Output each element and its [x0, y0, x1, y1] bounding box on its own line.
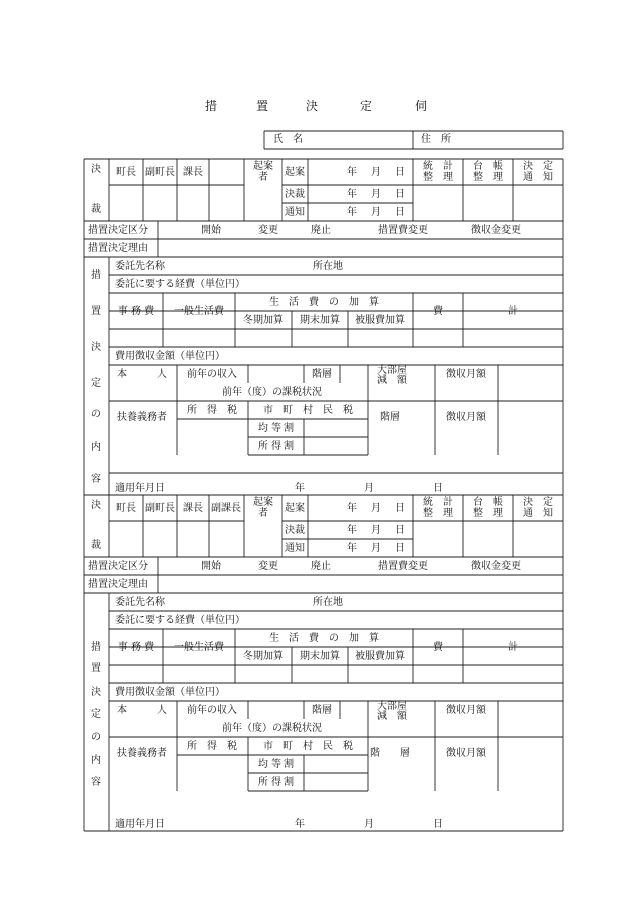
s2-ledger-label: 台 帳 [473, 497, 503, 508]
s2-year-label: 年 [347, 543, 357, 554]
s1-admin-cost-label: 事 務 費 [117, 306, 155, 317]
s1-location-label: 所在地 [313, 261, 343, 272]
s1-cost-label: 費 [433, 306, 443, 317]
s2-dormitory-discount-label: 減 額 [377, 711, 407, 722]
s2-deputy-chief-label: 副課長 [211, 503, 241, 514]
s1-content-vertical-label: の [91, 409, 101, 420]
s1-category-option: 廃止 [311, 225, 331, 236]
s2-category-option: 変更 [258, 561, 278, 572]
s1-month-label: 月 [371, 207, 381, 218]
s1-year-label: 年 [295, 483, 305, 494]
s1-yearend-addition-label: 期末加算 [300, 315, 340, 326]
s2-drafter-label: 起案 [253, 497, 273, 508]
s2-contractor-name-label: 委託先名称 [115, 597, 165, 608]
s1-income-levy-label: 所 得 割 [257, 441, 295, 452]
s2-content-vertical-label: 定 [91, 709, 101, 720]
s1-living-cost-label: 一般生活費 [174, 306, 224, 317]
s2-collection-amount-label: 費用徴収金額（単位円） [115, 687, 225, 698]
s2-content-vertical-label: 決 [91, 687, 101, 698]
s1-content-vertical-label: 措 [91, 270, 101, 281]
s1-year-label: 年 [347, 167, 357, 178]
s2-effective-date-label: 適用年月日 [115, 819, 165, 830]
s1-monthly-collection-label: 徴収月額 [446, 369, 486, 380]
s2-drafter-label: 者 [258, 508, 268, 519]
s1-draft-date-label: 起案 [285, 167, 305, 178]
address-label: 住 所 [421, 134, 451, 145]
s1-tier-label: 階層 [380, 412, 400, 423]
s2-day-label: 日 [395, 503, 405, 514]
s2-draft-date-label: 起案 [285, 503, 305, 514]
s1-statistics-label: 整 理 [423, 172, 453, 183]
page-title: 措 [204, 99, 218, 113]
s1-content-vertical-label: 置 [91, 306, 101, 317]
s1-drafter-label: 起案 [253, 161, 273, 172]
s1-day-label: 日 [395, 189, 405, 200]
s1-ledger-label: 台 帳 [473, 161, 503, 172]
s2-notice-date-label: 通知 [285, 543, 305, 554]
s1-mayor-label: 町長 [116, 167, 136, 178]
s2-year-label: 年 [347, 525, 357, 536]
s2-month-label: 月 [364, 819, 374, 830]
s1-content-vertical-label: 決 [91, 342, 101, 353]
page-title: 伺 [414, 99, 428, 113]
s2-clothing-addition-label: 被服費加算 [355, 651, 405, 662]
s1-tier-label: 階層 [312, 369, 332, 380]
s2-category-option: 廃止 [311, 561, 331, 572]
s1-dormitory-discount-label: 大部屋 [377, 365, 407, 376]
s1-decision-category-label: 措置決定区分 [88, 225, 148, 236]
s1-notice-date-label: 通知 [285, 207, 305, 218]
s2-statistics-label: 整 理 [423, 508, 453, 519]
s2-month-label: 月 [371, 503, 381, 514]
s1-principal-label: 本 人 [117, 369, 167, 380]
s2-approval-date-label: 決裁 [285, 525, 305, 536]
s2-living-cost-label: 一般生活費 [174, 642, 224, 653]
s1-deputy-mayor-label: 副町長 [145, 167, 175, 178]
s2-year-label: 年 [295, 819, 305, 830]
s1-winter-addition-label: 冬期加算 [243, 315, 283, 326]
s1-clothing-addition-label: 被服費加算 [355, 315, 405, 326]
s1-month-label: 月 [364, 483, 374, 494]
s1-decision-notice-label: 決 定 [523, 161, 553, 172]
s2-day-label: 日 [395, 543, 405, 554]
s2-content-vertical-label: 置 [91, 663, 101, 674]
s2-living-addition-label: 生 活 費 の 加 算 [269, 633, 379, 644]
s1-day-label: 日 [433, 483, 443, 494]
s1-month-label: 月 [371, 189, 381, 200]
s2-decision-notice-label: 決 定 [523, 497, 553, 508]
s2-section-chief-label: 課長 [183, 503, 203, 514]
s2-decision-notice-label: 通 知 [523, 508, 553, 519]
s2-mayor-label: 町長 [116, 503, 136, 514]
s1-contractor-name-label: 委託先名称 [115, 261, 165, 272]
s1-effective-date-label: 適用年月日 [115, 483, 165, 494]
name-label: 氏 名 [273, 134, 303, 145]
s1-decision-notice-label: 通 知 [523, 172, 553, 183]
s1-monthly-collection-label: 徴収月額 [446, 412, 486, 423]
s2-day-label: 日 [433, 819, 443, 830]
s2-tier-label: 階層 [312, 705, 332, 716]
s2-category-option: 開始 [201, 561, 221, 572]
s1-dormitory-discount-label: 減 額 [377, 375, 407, 386]
s2-content-vertical-label: 内 [91, 755, 101, 766]
s2-decision-reason-label: 措置決定理由 [88, 579, 148, 590]
s2-previous-income-label: 前年の収入 [187, 705, 237, 716]
s2-principal-label: 本 人 [117, 705, 167, 716]
s1-category-option: 開始 [201, 225, 221, 236]
s1-month-label: 月 [371, 167, 381, 178]
s1-support-obligor-label: 扶養義務者 [117, 412, 167, 423]
s1-tax-status-label: 前年（度）の課税状況 [222, 387, 322, 398]
s2-content-vertical-label: 措 [91, 642, 101, 653]
s2-monthly-collection-label: 徴収月額 [446, 705, 486, 716]
s1-content-vertical-label: 容 [91, 474, 101, 485]
s2-monthly-collection-label: 徴収月額 [446, 748, 486, 759]
s2-day-label: 日 [395, 525, 405, 536]
s1-total-label: 計 [508, 306, 518, 317]
s1-category-option: 措置費変更 [378, 225, 428, 236]
s1-section-chief-label: 課長 [183, 167, 203, 178]
s2-ledger-label: 整 理 [473, 508, 503, 519]
s1-collection-amount-label: 費用徴収金額（単位円） [115, 351, 225, 362]
s2-total-label: 計 [508, 642, 518, 653]
s2-expense-label: 委託に要する経費（単位円） [115, 615, 245, 626]
s1-content-vertical-label: 内 [91, 442, 101, 453]
s1-year-label: 年 [347, 189, 357, 200]
s2-month-label: 月 [371, 525, 381, 536]
s2-location-label: 所在地 [313, 597, 343, 608]
s1-statistics-label: 統 計 [423, 161, 453, 172]
s2-deputy-mayor-label: 副町長 [145, 503, 175, 514]
s1-day-label: 日 [395, 167, 405, 178]
s1-day-label: 日 [395, 207, 405, 218]
s2-dormitory-discount-label: 大部屋 [377, 701, 407, 712]
s1-decision-reason-label: 措置決定理由 [88, 243, 148, 254]
s2-kessai-label: 決 [91, 500, 101, 511]
s1-ledger-label: 整 理 [473, 172, 503, 183]
s2-content-vertical-label: 容 [91, 777, 101, 788]
s2-income-levy-label: 所 得 割 [257, 777, 295, 788]
s1-category-option: 徴収金変更 [471, 225, 521, 236]
s2-cost-label: 費 [433, 642, 443, 653]
s1-income-tax-label: 所 得 税 [187, 405, 237, 416]
s1-content-vertical-label: 定 [91, 378, 101, 389]
s1-expense-label: 委託に要する経費（単位円） [115, 279, 245, 290]
s2-category-option: 徴収金変更 [471, 561, 521, 572]
s2-municipal-tax-label: 市 町 村 民 税 [263, 741, 353, 752]
page-title: 決 [305, 99, 319, 113]
s1-municipal-tax-label: 市 町 村 民 税 [263, 405, 353, 416]
s1-per-capita-label: 均 等 割 [257, 423, 295, 434]
s1-living-addition-label: 生 活 費 の 加 算 [269, 297, 379, 308]
s2-category-option: 措置費変更 [378, 561, 428, 572]
s2-admin-cost-label: 事 務 費 [117, 642, 155, 653]
s2-yearend-addition-label: 期末加算 [300, 651, 340, 662]
s1-previous-income-label: 前年の収入 [187, 369, 237, 380]
s2-content-vertical-label: の [91, 732, 101, 743]
s1-year-label: 年 [347, 207, 357, 218]
page-title: 置 [255, 99, 269, 113]
s2-year-label: 年 [347, 503, 357, 514]
s2-month-label: 月 [371, 543, 381, 554]
s2-kessai-label: 裁 [91, 540, 101, 551]
s2-winter-addition-label: 冬期加算 [243, 651, 283, 662]
s1-kessai-label: 裁 [91, 204, 101, 215]
s2-per-capita-label: 均 等 割 [257, 759, 295, 770]
s2-income-tax-label: 所 得 税 [187, 741, 237, 752]
s1-approval-date-label: 決裁 [285, 189, 305, 200]
s2-tier-label: 階 層 [370, 748, 410, 759]
s2-statistics-label: 統 計 [423, 497, 453, 508]
page-title: 定 [359, 99, 373, 113]
s2-decision-category-label: 措置決定区分 [88, 561, 148, 572]
s2-support-obligor-label: 扶養義務者 [117, 748, 167, 759]
s1-category-option: 変更 [258, 225, 278, 236]
s1-kessai-label: 決 [91, 164, 101, 175]
s1-drafter-label: 者 [258, 172, 268, 183]
s2-tax-status-label: 前年（度）の課税状況 [222, 723, 322, 734]
